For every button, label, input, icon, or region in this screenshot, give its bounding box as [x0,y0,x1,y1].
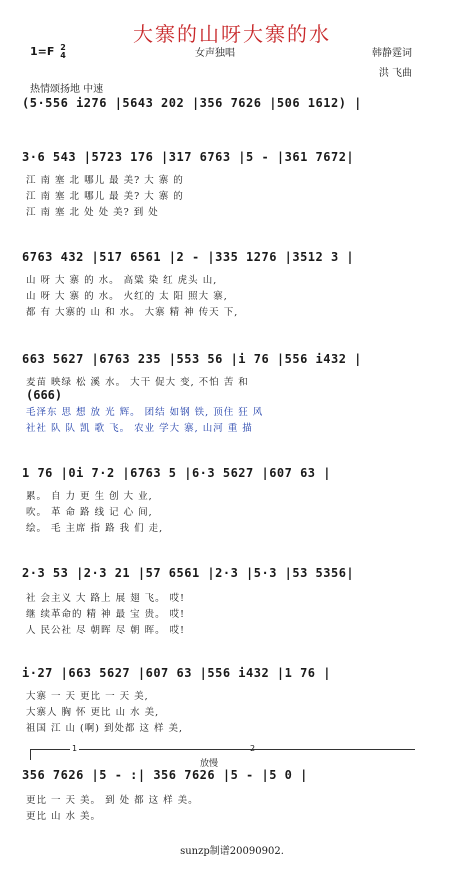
lyric-line-7-1: 更比 一 天 美。 到 处 都 这 样 美。 [26,795,199,806]
lyric-line-5-2: 继 续革命的 精 神 最 宝 贵。 哎! [26,609,185,620]
notation-line-6: i·27 |663 5627 |607 63 |556 i432 |1 76 | [22,666,331,680]
lyric-line-6-3: 祖国 江 山 (啊) 到处都 这 样 美, [26,723,184,734]
notation-line-5: 2·3 53 |2·3 21 |57 6561 |2·3 |5·3 |53 5356| [22,566,355,580]
notation-line-2: 6763 432 |517 6561 |2 - |335 1276 |3512 3 | [22,250,355,264]
lyric-line-3-1: 麦苗 映绿 松 溪 水。 大干 促大 变, 不怕 苦 和 [26,377,249,388]
lyric-line-1-2: 江 南 塞 北 哪儿 最 美? 大 寨 的 [26,191,184,202]
lyric-line-2-3: 都 有 大寨的 山 和 水。 大寨 精 神 传天 下, [26,307,239,318]
lyric-line-2-2: 山 呀 大 寨 的 水。 火红的 太 阳 照大 寨, [26,291,228,302]
footer-credit: sunzp制谱20090902. [180,846,284,857]
lyric-line-7-2: 更比 山 水 美。 [26,811,102,822]
lyric-line-1-3: 江 南 塞 北 处 处 美? 到 处 [26,207,159,218]
lyricist-credit: 韩静霆词 [372,48,412,59]
notation-line-1: 3·6 543 |5723 176 |317 6763 |5 - |361 7672| [22,150,355,164]
volta-bracket-2 [195,749,415,760]
intro-notation: (5·556 i276 |5643 202 |356 7626 |506 1612) | [22,96,362,110]
lyric-line-3-2: 毛泽东 思 想 放 光 辉。 团结 如钢 铁, 顶住 狂 风 [26,407,264,418]
lyric-line-3-3: 社社 队 队 凯 歌 飞。 农业 学大 寨, 山河 重 描 [26,423,253,434]
lyric-line-2-1: 山 呀 大 寨 的 水。 高粱 染 红 虎头 山, [26,275,218,286]
volta-number-1: 1 [72,744,78,753]
time-signature [60,44,66,60]
volta-number-2: 2 [250,744,256,753]
notation-line-3: 663 5627 |6763 235 |553 56 |i 76 |556 i432 | [22,352,362,366]
composer-credit: 洪 飞曲 [378,68,412,79]
time-top: 2 [60,43,66,52]
lyric-line-5-3: 人 民公社 尽 朝晖 尽 朝 晖。 哎! [26,625,185,636]
song-title: 大寨的山呀大寨的水 [133,22,331,46]
dynamic-marking: 放慢 [200,759,219,769]
key-signature [30,44,66,60]
performance-type: 女声独唱 [195,48,235,59]
notation-line-7: 356 7626 |5 - :| 356 7626 |5 - |5 0 | [22,768,308,782]
key-label: 1=F [30,45,55,58]
lyric-line-1-1: 江 南 塞 北 哪儿 最 美? 大 寨 的 [26,175,184,186]
time-bottom: 4 [60,51,66,60]
lyric-line-5-1: 社 会主义 大 路上 展 翅 飞。 哎! [26,593,185,604]
bracket-notes: (666) [26,388,63,402]
tempo-marking: 热情颂扬地 中速 [30,84,104,95]
lyric-line-4-2: 吹。 革 命 路 线 记 心 间, [26,507,153,518]
notation-line-4: 1 76 |0i 7·2 |6763 5 |6·3 5627 |607 63 | [22,466,331,480]
lyric-line-4-1: 累。 自 力 更 生 创 大 业, [26,491,153,502]
lyric-line-4-3: 绘。 毛 主席 指 路 我 们 走, [26,523,164,534]
lyric-line-6-1: 大寨 一 天 更比 一 天 美, [26,691,149,702]
lyric-line-6-2: 大寨人 胸 怀 更比 山 水 美, [26,707,160,718]
